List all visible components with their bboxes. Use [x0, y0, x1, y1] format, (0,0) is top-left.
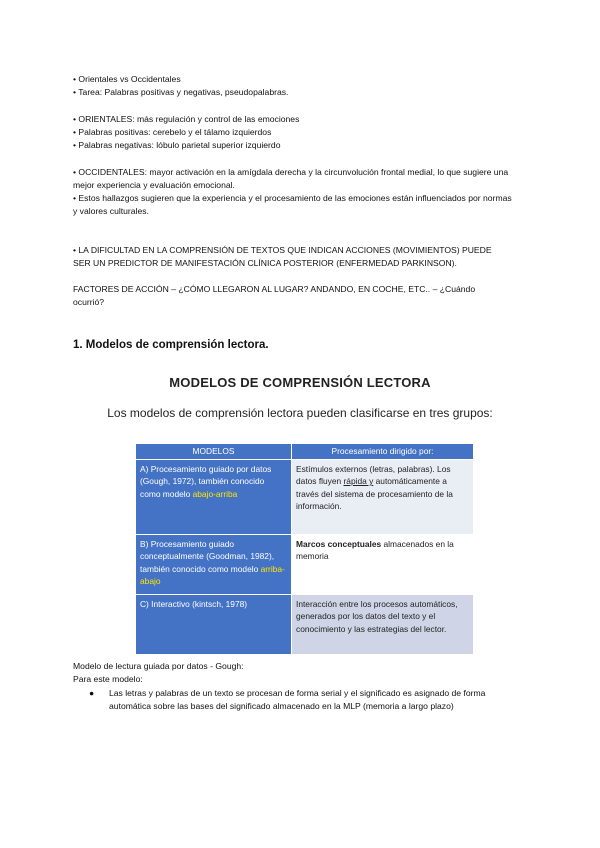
note-line: • Orientales vs Occidentales — [73, 74, 181, 84]
model-description: A) Procesamiento guiado por datos (Gough, 1972), también conocido como modelo — [140, 463, 272, 499]
processing-text: automáticamente a través del sistema de procesamiento de la información. — [296, 476, 453, 511]
table-header-row — [136, 444, 474, 460]
note-paragraph: FACTORES DE ACCIÓN – ¿CÓMO LLEGARON AL LUGAR? ANDANDO, EN COCHE, ETC.. – ¿Cuándo ocurrió? — [73, 284, 476, 307]
note-line: • Palabras positivas: cerebelo y el tálamo izquierdos — [73, 127, 272, 137]
processing-cell — [292, 459, 474, 534]
note-paragraph: • LA DIFICULTAD EN LA COMPRENSIÓN DE TEXTOS QUE INDICAN ACCIONES (MOVIMIENTOS) PUEDE SER UN PREDICTOR DE MANIFESTACIÓN CLÍNICA POSTERIOR (ENFERMEDAD PARKINSON). — [73, 245, 492, 268]
model-cell — [136, 594, 292, 654]
model-intro: Para este modelo: — [73, 674, 143, 684]
model-cell — [136, 534, 292, 594]
note-line: • Palabras negativas: lóbulo parietal superior izquierdo — [73, 140, 281, 150]
table-row — [136, 594, 474, 654]
bullet-icon: ● — [89, 688, 95, 698]
note-paragraph: • OCCIDENTALES: mayor activación en la amígdala derecha y la circunvolución frontal medial, lo que sugiere una mejor experiencia y evaluación emocional. — [73, 167, 509, 190]
slide-title: MODELOS DE COMPRENSIÓN LECTORA — [169, 375, 431, 390]
list-item — [73, 687, 528, 713]
bullet-list — [73, 687, 528, 713]
processing-bold: Marcos conceptuales — [296, 538, 382, 549]
processing-cell — [292, 594, 474, 654]
table-row — [136, 459, 474, 534]
processing-text: almacenados en la memoria — [296, 538, 454, 561]
note-line: • Tarea: Palabras positivas y negativas, pseudopalabras. — [73, 87, 289, 97]
list-item-text: Las letras y palabras de un texto se procesan de forma serial y el significado es asignado de forma automática sobre las bases del significado almacenado en la MLP (memoria a largo plazo) — [109, 688, 486, 711]
model-description: B) Procesamiento guiado conceptualmente (Goodman, 1982), también conocido como modelo — [140, 538, 275, 574]
table-header-processing: Procesamiento dirigido por: — [292, 444, 474, 460]
table-row — [136, 534, 474, 594]
model-cell — [136, 459, 292, 534]
table-header-models: MODELOS — [136, 444, 292, 460]
processing-text: Interacción entre los procesos automáticos, generados por los datos del texto y el conocimiento y las estrategias del lector. — [296, 598, 458, 634]
processing-text: Estímulos externos (letras, palabras). Los datos fluyen — [296, 463, 451, 486]
processing-cell — [292, 534, 474, 594]
model-highlight: abajo-arriba — [192, 488, 238, 499]
model-caption: Modelo de lectura guiada por datos - Gough: — [73, 661, 244, 671]
note-line: • ORIENTALES: más regulación y control de las emociones — [73, 114, 300, 124]
slide-subtitle: Los modelos de comprensión lectora pueden clasificarse en tres grupos: — [107, 406, 493, 420]
note-paragraph: • Estos hallazgos sugieren que la experiencia y el procesamiento de las emociones están influenciados por normas y valores culturales. — [73, 193, 512, 216]
processing-underline: rápida y — [343, 476, 374, 486]
model-highlight: arriba-abajo — [140, 563, 285, 586]
model-description: C) Interactivo (kintsch, 1978) — [140, 598, 248, 609]
section-heading: 1. Modelos de comprensión lectora. — [73, 339, 269, 351]
models-table — [135, 443, 474, 655]
